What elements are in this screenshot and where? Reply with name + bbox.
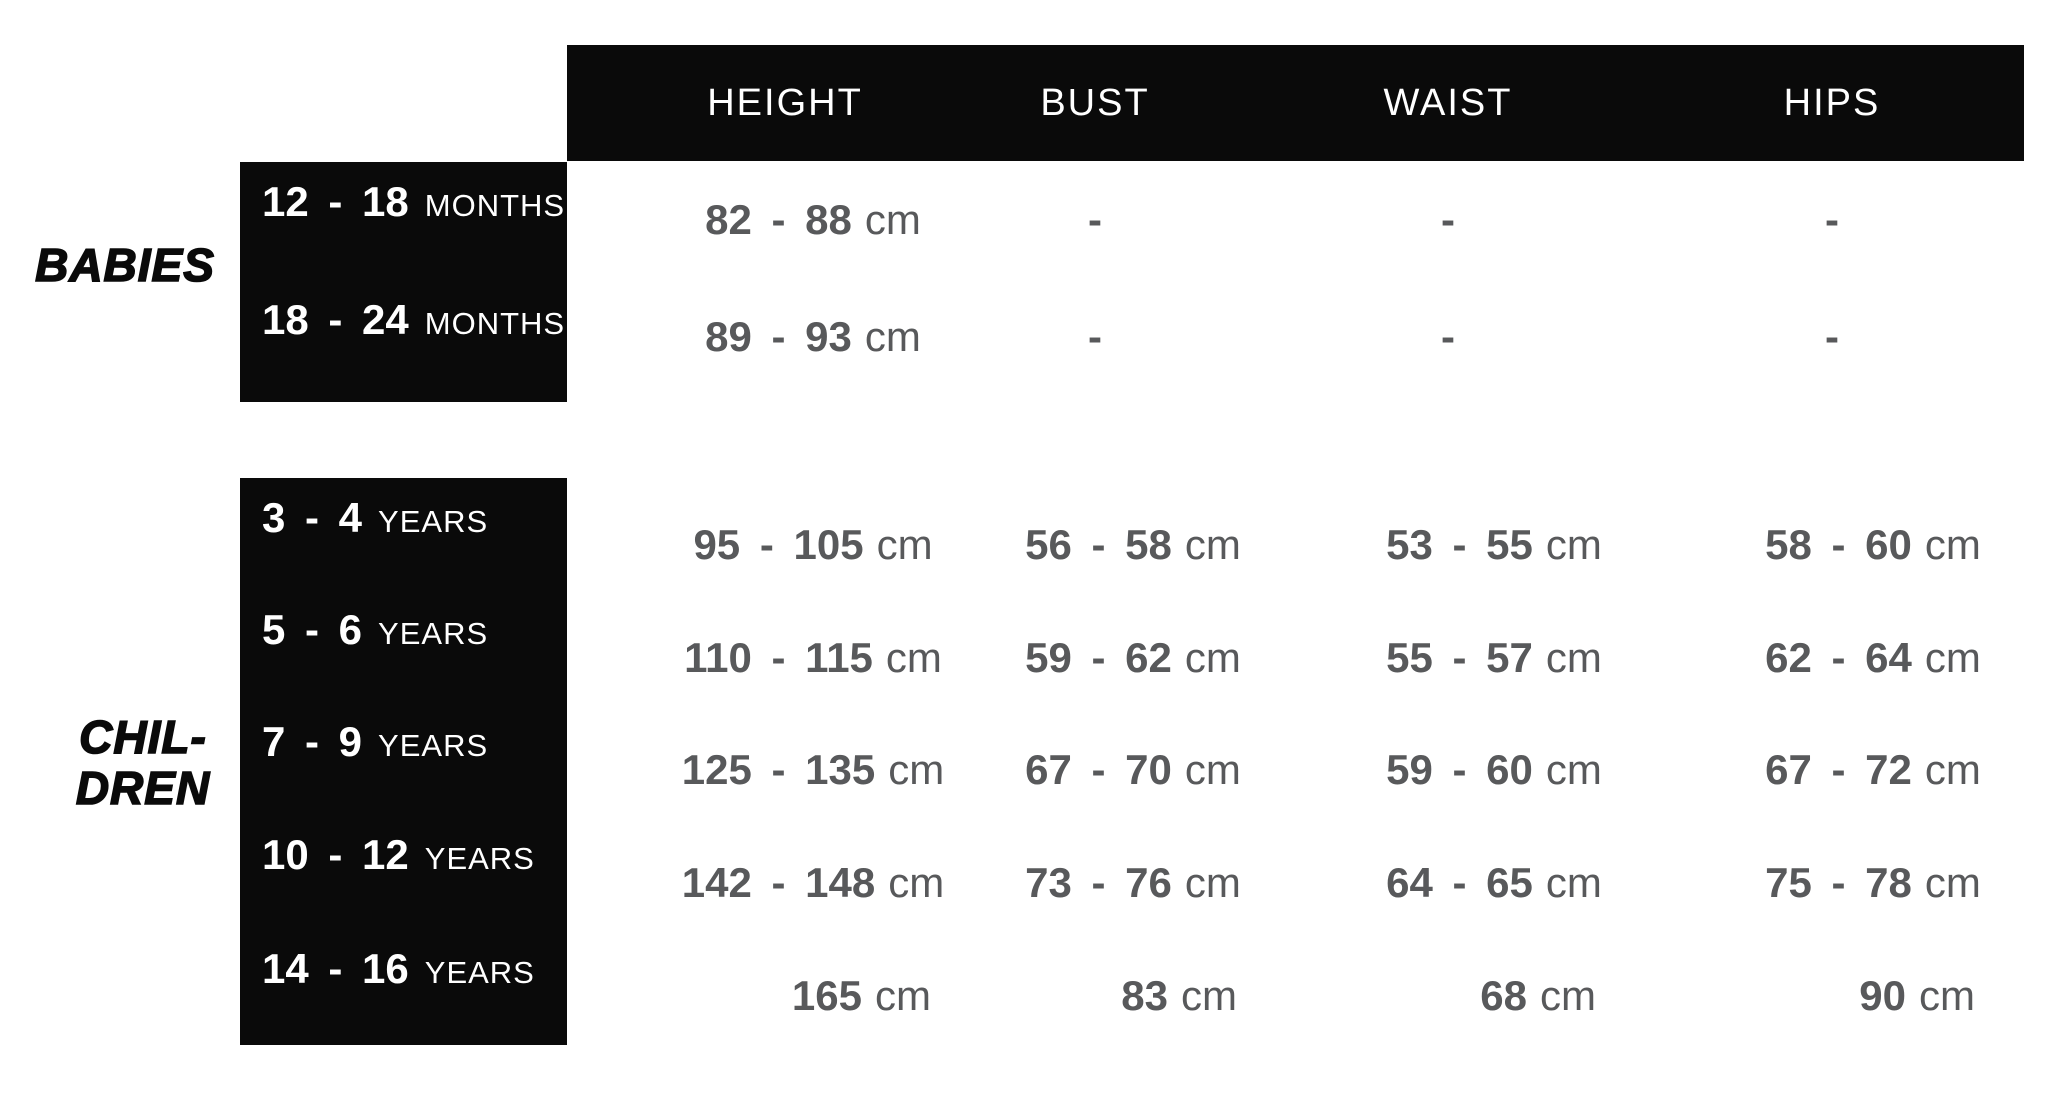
- cm-unit: cm: [1184, 859, 1241, 906]
- waist-value-dash: -: [1441, 196, 1455, 243]
- age-unit: YEARS: [378, 728, 489, 763]
- cm-unit: cm: [1184, 634, 1241, 681]
- age-range: 5 - 6: [262, 606, 363, 653]
- cm-unit: cm: [1184, 746, 1241, 793]
- values-row-10-12-years: [0, 855, 2048, 911]
- bust-value: 67 - 70 cm: [1025, 746, 1241, 793]
- values-row-3-4-years: [0, 517, 2048, 573]
- waist-value: 59 - 60 cm: [1386, 746, 1602, 793]
- age-range: 14 - 16: [262, 945, 409, 992]
- hips-value: 67 - 72 cm: [1765, 746, 1981, 793]
- cm-unit: cm: [888, 859, 945, 906]
- age-range: 12 - 18: [262, 178, 409, 225]
- hips-value: 58 - 60 cm: [1765, 521, 1981, 568]
- cm-unit: cm: [1545, 746, 1602, 793]
- height-value: 89 - 93 cm: [705, 313, 921, 360]
- group-label-babies: BABIES: [35, 239, 215, 291]
- cm-unit: cm: [1924, 859, 1981, 906]
- waist-value: 68 cm: [1480, 972, 1596, 1019]
- age-range: 7 - 9: [262, 718, 363, 765]
- height-value: 142 - 148 cm: [681, 859, 945, 906]
- values-row-18-24-months: [0, 309, 2048, 365]
- cm-unit: cm: [875, 972, 931, 1019]
- height-value: 125 - 135 cm: [681, 746, 945, 793]
- age-range: 3 - 4: [262, 494, 363, 541]
- cm-unit: cm: [864, 313, 921, 360]
- height-value: 165 cm: [791, 972, 931, 1019]
- cm-unit: cm: [1545, 634, 1602, 681]
- group-label-line1: CHIL-: [79, 711, 207, 763]
- age-unit: YEARS: [424, 955, 535, 990]
- cm-unit: cm: [1540, 972, 1596, 1019]
- waist-value: 53 - 55 cm: [1386, 521, 1602, 568]
- cm-unit: cm: [885, 634, 942, 681]
- cm-unit: cm: [876, 521, 933, 568]
- cm-unit: cm: [1184, 521, 1241, 568]
- age-range: 10 - 12: [262, 831, 409, 878]
- values-row-12-18-months: [0, 192, 2048, 248]
- cm-unit: cm: [1924, 634, 1981, 681]
- bust-value-dash: -: [1088, 313, 1102, 360]
- group-label-line2: DREN: [75, 762, 211, 814]
- age-unit: MONTHS: [424, 188, 566, 223]
- cm-unit: cm: [864, 196, 921, 243]
- hips-value: 90 cm: [1859, 972, 1975, 1019]
- bust-value: 59 - 62 cm: [1025, 634, 1241, 681]
- age-range: 18 - 24: [262, 296, 409, 343]
- values-row-14-16-years: [0, 968, 2048, 1024]
- bust-value-dash: -: [1088, 196, 1102, 243]
- table-header-bar: [567, 45, 2024, 161]
- waist-value-dash: -: [1441, 313, 1455, 360]
- age-unit: MONTHS: [424, 306, 566, 341]
- waist-value: 64 - 65 cm: [1386, 859, 1602, 906]
- cm-unit: cm: [888, 746, 945, 793]
- bust-value: 56 - 58 cm: [1025, 521, 1241, 568]
- cm-unit: cm: [1545, 521, 1602, 568]
- hips-value: 62 - 64 cm: [1765, 634, 1981, 681]
- height-value: 82 - 88 cm: [705, 196, 921, 243]
- values-row-7-9-years: [0, 742, 2048, 798]
- column-header-bust: BUST: [1040, 82, 1150, 124]
- values-row-5-6-years: [0, 630, 2048, 686]
- age-unit: YEARS: [378, 616, 489, 651]
- age-unit: YEARS: [424, 841, 535, 876]
- hips-value-dash: -: [1825, 313, 1839, 360]
- hips-value-dash: -: [1825, 196, 1839, 243]
- cm-unit: cm: [1545, 859, 1602, 906]
- height-value: 110 - 115 cm: [684, 634, 942, 681]
- age-unit: YEARS: [378, 504, 489, 539]
- cm-unit: cm: [1181, 972, 1237, 1019]
- hips-value: 75 - 78 cm: [1765, 859, 1981, 906]
- column-header-hips: HIPS: [1783, 82, 1881, 124]
- waist-value: 55 - 57 cm: [1386, 634, 1602, 681]
- cm-unit: cm: [1919, 972, 1975, 1019]
- bust-value: 73 - 76 cm: [1025, 859, 1241, 906]
- cm-unit: cm: [1924, 746, 1981, 793]
- column-header-height: HEIGHT: [707, 82, 863, 124]
- bust-value: 83 cm: [1121, 972, 1237, 1019]
- cm-unit: cm: [1924, 521, 1981, 568]
- height-value: 95 - 105 cm: [693, 521, 933, 568]
- column-header-waist: WAIST: [1383, 82, 1513, 124]
